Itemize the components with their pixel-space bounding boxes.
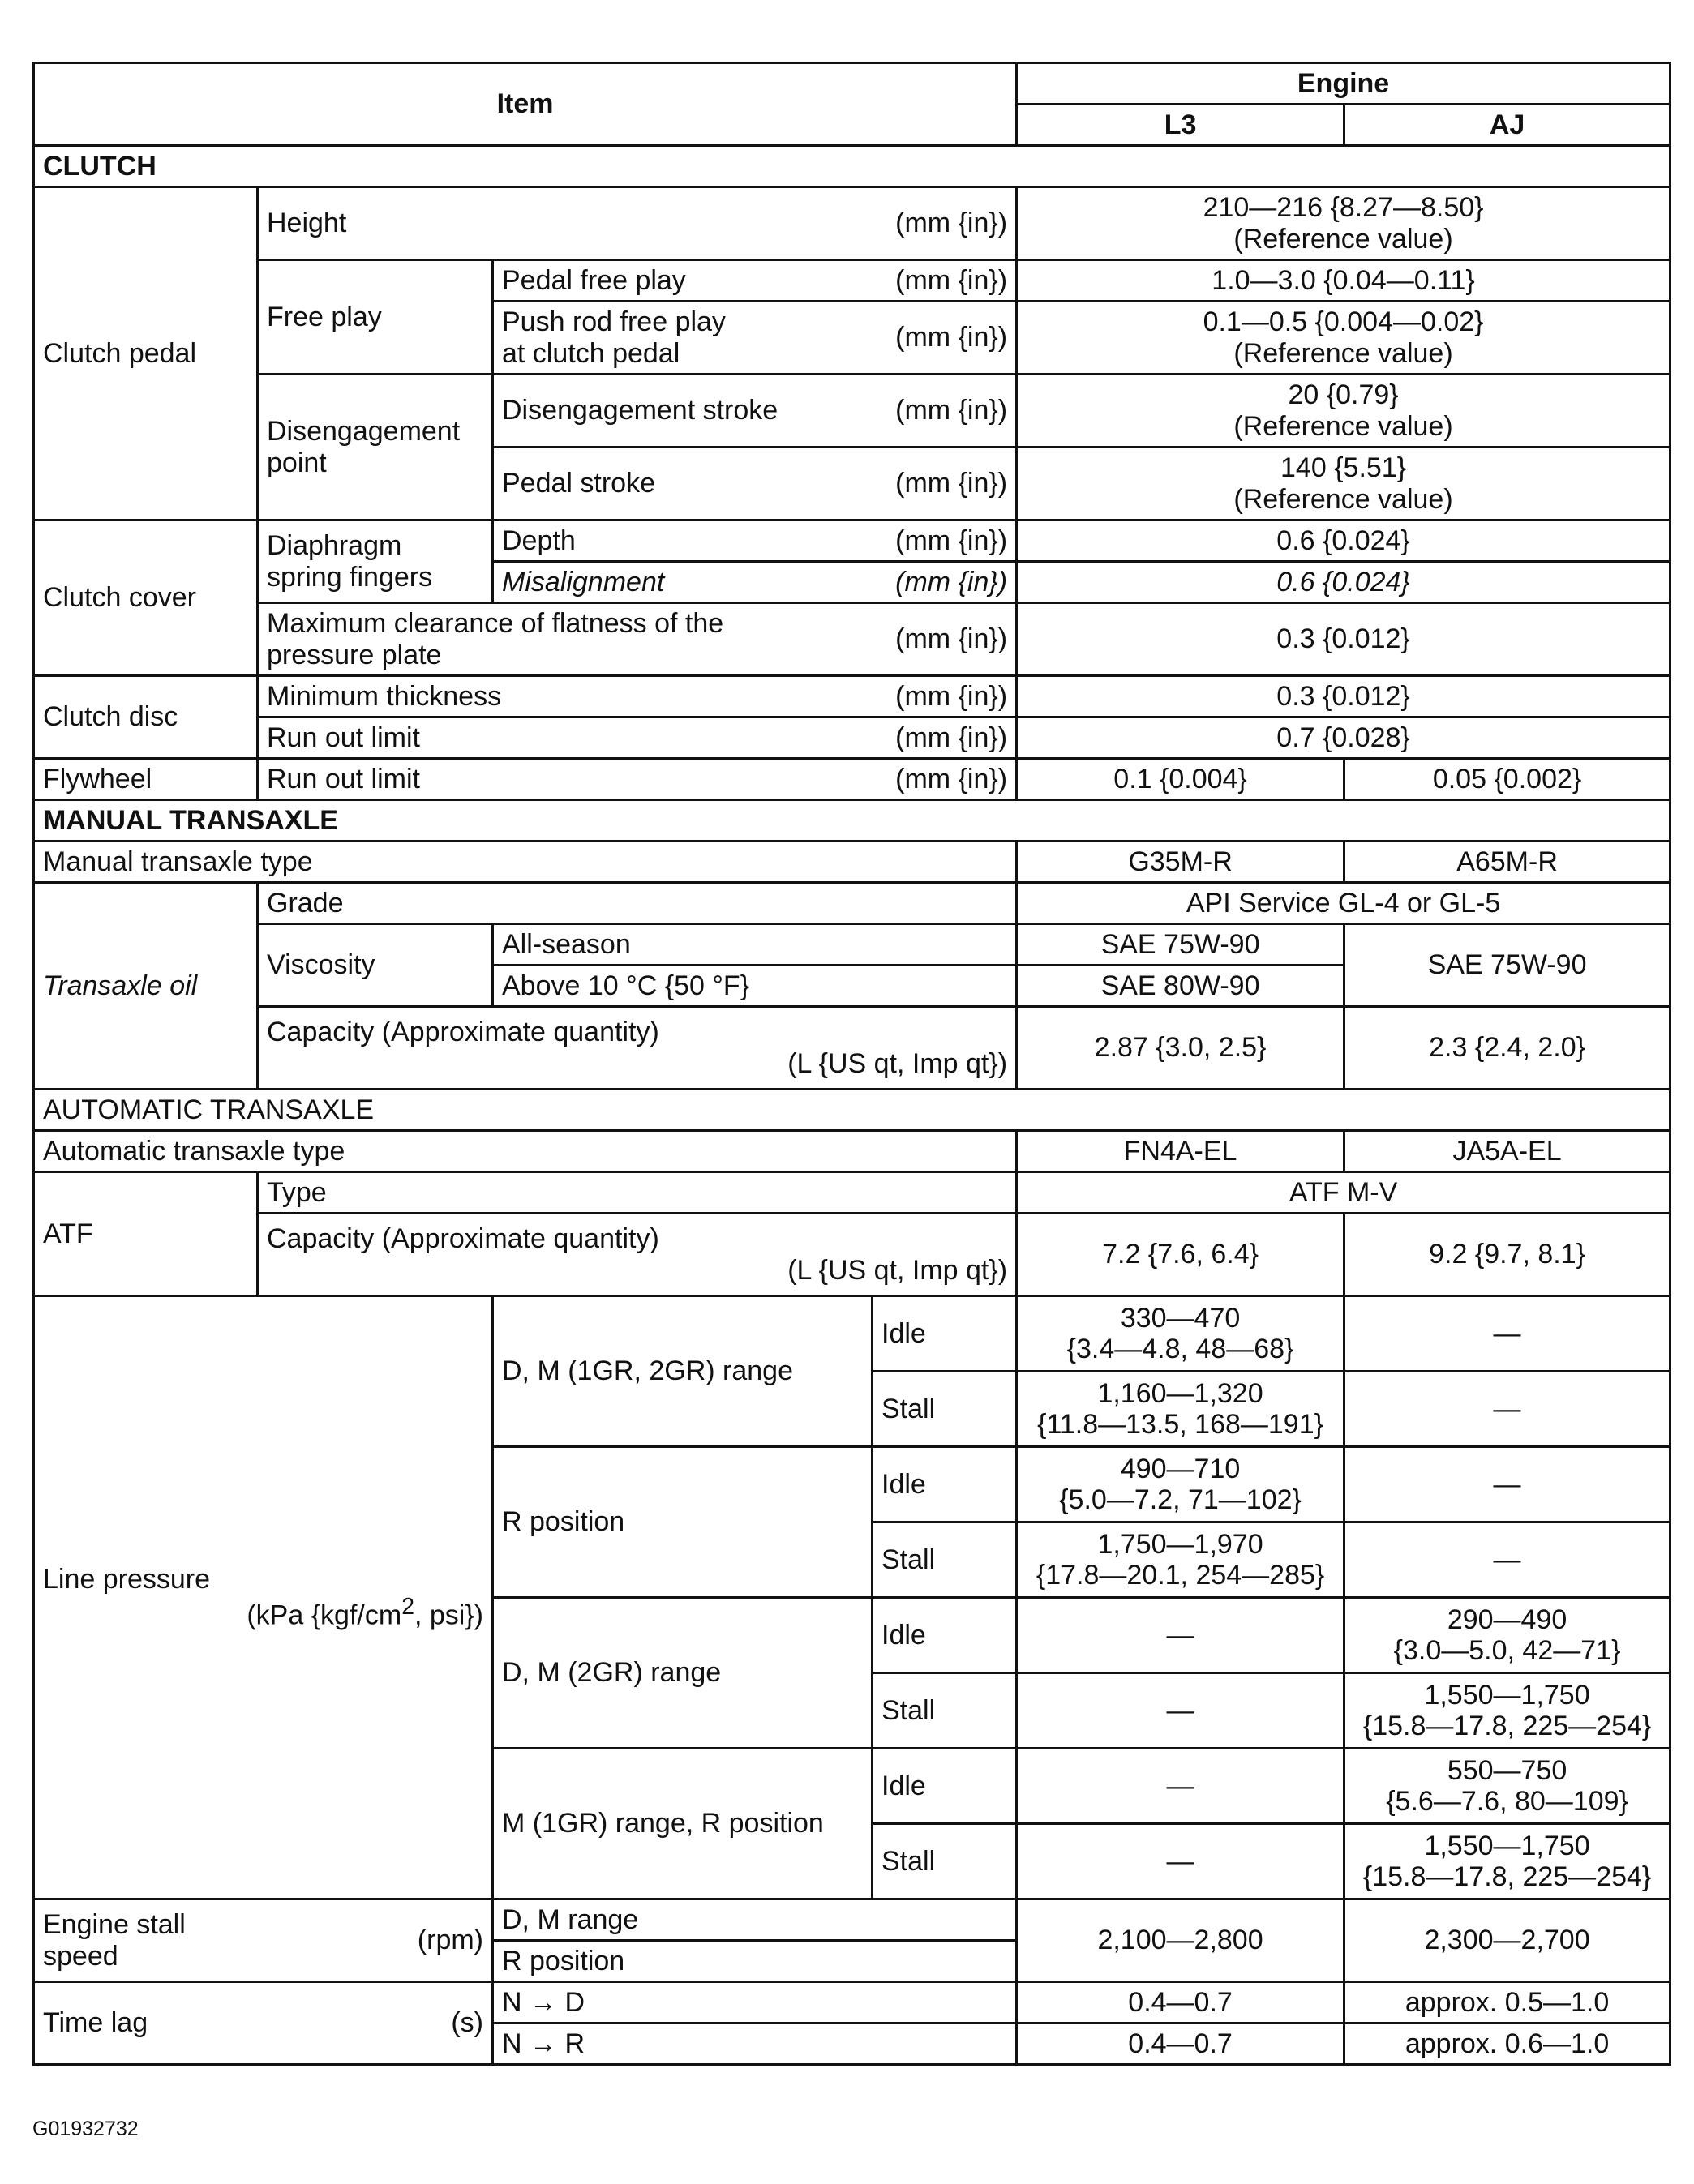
stall-label: Stall [873, 1824, 1017, 1899]
value-line: 490—710 [1120, 1453, 1241, 1484]
disengagement-stroke-label: Disengagement stroke [502, 395, 778, 426]
height-cell [258, 187, 1017, 260]
unit-label: (L {US qt, Imp qt}) [787, 1047, 1008, 1079]
r-stall-aj: — [1344, 1522, 1670, 1598]
auto-type-label: Automatic transaxle type [34, 1131, 1017, 1172]
line-pressure-label: Line pressure [43, 1564, 211, 1595]
stall-speed-label: Engine stall [43, 1909, 186, 1941]
flywheel-label: Flywheel [34, 759, 258, 800]
value-line: {5.6—7.6, 80—109} [1386, 1786, 1628, 1817]
table-row [34, 187, 1670, 260]
depth-cell [493, 520, 1017, 562]
dm12-idle-l3 [1017, 1296, 1344, 1372]
dm-range-label: D, M range [493, 1899, 1017, 1941]
flywheel-l3-value: 0.1 {0.004} [1017, 759, 1344, 800]
auto-type-l3: FN4A-EL [1017, 1131, 1344, 1172]
viscosity-aj: SAE 75W-90 [1344, 924, 1670, 1007]
stall-speed-aj: 2,300—2,700 [1344, 1899, 1670, 1982]
dm2-label: D, M (2GR) range [493, 1598, 873, 1749]
min-thickness-label: Minimum thickness [267, 680, 502, 712]
table-row [34, 1007, 1670, 1090]
stall-label: Stall [873, 1522, 1017, 1598]
unit-label [43, 1595, 483, 1630]
disc-run-out-cell [258, 717, 1017, 759]
value-line: 330—470 [1120, 1302, 1241, 1334]
time-lag-nr-l3: 0.4—0.7 [1017, 2023, 1344, 2065]
dm12-stall-l3 [1017, 1372, 1344, 1447]
idle-label: Idle [873, 1447, 1017, 1522]
value-line: {3.0—5.0, 42—71} [1393, 1635, 1621, 1666]
unit-label: (mm {in}) [895, 468, 1008, 499]
height-value [1017, 187, 1670, 260]
table-row [34, 676, 1670, 717]
value-note: (Reference value) [1233, 223, 1453, 255]
time-lag-nd-l3: 0.4—0.7 [1017, 1982, 1344, 2023]
aj-header: AJ [1344, 105, 1670, 146]
misalignment-label: Misalignment [502, 566, 665, 597]
flywheel-run-out-label: Run out limit [267, 763, 420, 794]
unit-label: (mm {in}) [895, 208, 1008, 239]
atf-capacity-cell [258, 1214, 1017, 1296]
all-season-label: All-season [493, 924, 1017, 966]
value-line: 1,160—1,320 [1097, 1377, 1263, 1409]
r-stall-l3 [1017, 1522, 1344, 1598]
table-row [34, 717, 1670, 759]
value-note: (Reference value) [1233, 483, 1453, 515]
disengagement-stroke-value [1017, 375, 1670, 448]
value-line: 1,550—1,750 [1424, 1679, 1590, 1711]
r-idle-l3 [1017, 1447, 1344, 1522]
line-pressure-cell [34, 1296, 493, 1899]
time-lag-nr-aj: approx. 0.6—1.0 [1344, 2023, 1670, 2065]
dm12-label: D, M (1GR, 2GR) range [493, 1296, 873, 1447]
oil-capacity-aj: 2.3 {2.4, 2.0} [1344, 1007, 1670, 1090]
push-rod-label: Push rod free play [502, 306, 726, 338]
r-position-label: R position [493, 1447, 873, 1598]
free-play-label: Free play [258, 260, 493, 375]
clutch-cover-label: Clutch cover [34, 520, 258, 676]
diaphragm-label [258, 520, 493, 603]
depth-label: Depth [502, 525, 576, 556]
value-line: 550—750 [1447, 1754, 1567, 1786]
table-row [34, 375, 1670, 448]
value-note: (Reference value) [1233, 410, 1453, 442]
value-note: (Reference value) [1233, 337, 1453, 369]
min-thickness-value: 0.3 {0.012} [1017, 676, 1670, 717]
m1r-stall-aj [1344, 1824, 1670, 1899]
unit-label: (mm {in}) [895, 680, 1008, 712]
unit-part: , psi}) [414, 1599, 483, 1631]
disengagement-label-2: point [267, 447, 327, 478]
unit-label: (mm {in}) [895, 623, 1008, 655]
push-rod-label-2: at clutch pedal [502, 337, 680, 369]
flatness-label-2: pressure plate [267, 639, 442, 670]
stall-speed-l3: 2,100—2,800 [1017, 1899, 1344, 1982]
section-row [34, 146, 1670, 187]
atf-capacity-aj: 9.2 {9.7, 8.1} [1344, 1214, 1670, 1296]
value-line: {15.8—17.8, 225—254} [1362, 1861, 1652, 1892]
flywheel-run-out-cell [258, 759, 1017, 800]
manual-type-aj: A65M-R [1344, 841, 1670, 883]
disengagement-label [258, 375, 493, 520]
clutch-disc-label: Clutch disc [34, 676, 258, 759]
manual-type-label: Manual transaxle type [34, 841, 1017, 883]
diaphragm-label-2: spring fingers [267, 561, 433, 593]
figure-code: G01932732 [32, 2118, 139, 2140]
grade-label: Grade [258, 883, 1017, 924]
value-line: 1,750—1,970 [1097, 1528, 1263, 1560]
unit-label: (mm {in}) [895, 322, 1008, 353]
value-line: {5.0—7.2, 71—102} [1059, 1484, 1302, 1515]
atf-capacity-label: Capacity (Approximate quantity) [267, 1223, 659, 1255]
push-rod-value [1017, 302, 1670, 375]
atf-capacity-l3: 7.2 {7.6, 6.4} [1017, 1214, 1344, 1296]
section-row [34, 800, 1670, 841]
table-row [34, 1214, 1670, 1296]
unit-label: (mm {in}) [895, 264, 1008, 296]
atf-type-value: ATF M-V [1017, 1172, 1670, 1214]
oil-capacity-label: Capacity (Approximate quantity) [267, 1017, 659, 1048]
oil-capacity-cell [258, 1007, 1017, 1090]
unit-label: (L {US qt, Imp qt}) [787, 1254, 1008, 1286]
m1r-idle-l3: — [1017, 1749, 1344, 1824]
time-lag-cell [34, 1982, 493, 2065]
section-row [34, 1090, 1670, 1131]
table-row [34, 924, 1670, 966]
unit-superscript: 2 [401, 1594, 414, 1621]
idle-label: Idle [873, 1749, 1017, 1824]
height-label: Height [267, 208, 347, 239]
table-row [34, 759, 1670, 800]
atf-type-label: Type [258, 1172, 1017, 1214]
diaphragm-label-1: Diaphragm [267, 530, 402, 562]
oil-capacity-l3: 2.87 {3.0, 2.5} [1017, 1007, 1344, 1090]
dm12-idle-aj: — [1344, 1296, 1670, 1372]
table-row [34, 1131, 1670, 1172]
value-line: 210—216 {8.27—8.50} [1203, 192, 1484, 224]
table-row [34, 883, 1670, 924]
push-rod-cell [493, 302, 1017, 375]
viscosity-l3-all-season: SAE 75W-90 [1017, 924, 1344, 966]
disengagement-stroke-cell [493, 375, 1017, 448]
atf-label: ATF [34, 1172, 258, 1296]
manual-type-l3: G35M-R [1017, 841, 1344, 883]
section-automatic-transaxle: AUTOMATIC TRANSAXLE [34, 1090, 1670, 1131]
clutch-pedal-label: Clutch pedal [34, 187, 258, 520]
unit-label: (mm {in}) [895, 566, 1008, 597]
pedal-free-play-label: Pedal free play [502, 264, 686, 296]
stall-label: Stall [873, 1673, 1017, 1749]
r-idle-aj: — [1344, 1447, 1670, 1522]
value-line: {3.4—4.8, 48—68} [1066, 1334, 1294, 1364]
idle-label: Idle [873, 1598, 1017, 1673]
n-to-d-label: N → D [493, 1982, 1017, 2023]
unit-label: (rpm) [417, 1925, 483, 1956]
idle-label: Idle [873, 1296, 1017, 1372]
l3-header: L3 [1017, 105, 1344, 146]
table-row [34, 520, 1670, 562]
disc-run-out-label: Run out limit [267, 722, 420, 753]
table-row [34, 1296, 1670, 1372]
value-line: 0.1—0.5 {0.004—0.02} [1203, 306, 1484, 338]
pedal-free-play-cell [493, 260, 1017, 302]
value-line: {15.8—17.8, 225—254} [1362, 1711, 1652, 1741]
misalignment-cell [493, 562, 1017, 603]
stall-label: Stall [873, 1372, 1017, 1447]
unit-label: (mm {in}) [895, 722, 1008, 753]
unit-label: (mm {in}) [895, 395, 1008, 426]
misalignment-value: 0.6 {0.024} [1017, 562, 1670, 603]
flatness-label: Maximum clearance of flatness of the [267, 608, 724, 640]
flywheel-aj-value: 0.05 {0.002} [1344, 759, 1670, 800]
m1r-label: M (1GR) range, R position [493, 1749, 873, 1899]
engine-header: Engine [1017, 63, 1670, 105]
flatness-value: 0.3 {0.012} [1017, 603, 1670, 676]
flatness-cell [258, 603, 1017, 676]
value-line: 140 {5.51} [1280, 452, 1407, 484]
pedal-stroke-cell [493, 448, 1017, 520]
n-to-r-label: N → R [493, 2023, 1017, 2065]
dm12-stall-aj: — [1344, 1372, 1670, 1447]
section-clutch: CLUTCH [34, 146, 1670, 187]
dm2-idle-aj [1344, 1598, 1670, 1673]
value-line: 1,550—1,750 [1424, 1830, 1590, 1861]
m1r-stall-l3: — [1017, 1824, 1344, 1899]
viscosity-label: Viscosity [258, 924, 493, 1007]
value-line: 20 {0.79} [1288, 379, 1399, 411]
table-row [34, 1899, 1670, 1941]
value-line: 290—490 [1447, 1604, 1567, 1635]
dm2-stall-l3: — [1017, 1673, 1344, 1749]
time-lag-label: Time lag [43, 2007, 148, 2039]
pedal-stroke-value [1017, 448, 1670, 520]
disc-run-out-value: 0.7 {0.028} [1017, 717, 1670, 759]
unit-label: (mm {in}) [895, 525, 1008, 556]
r-position-stall-label: R position [493, 1941, 1017, 1982]
value-line: {17.8—20.1, 254—285} [1036, 1560, 1325, 1591]
spec-table [32, 62, 1671, 2066]
section-manual-transaxle: MANUAL TRANSAXLE [34, 800, 1670, 841]
table-row [34, 603, 1670, 676]
value-line: {11.8—13.5, 168—191} [1037, 1409, 1323, 1440]
dm2-idle-l3: — [1017, 1598, 1344, 1673]
unit-label: (s) [451, 2007, 483, 2039]
pedal-free-play-value: 1.0—3.0 {0.04—0.11} [1017, 260, 1670, 302]
dm2-stall-aj [1344, 1673, 1670, 1749]
header-row [34, 63, 1670, 105]
disengagement-label-1: Disengagement [267, 416, 461, 448]
time-lag-nd-aj: approx. 0.5—1.0 [1344, 1982, 1670, 2023]
viscosity-l3-above: SAE 80W-90 [1017, 966, 1344, 1007]
transaxle-oil-label: Transaxle oil [34, 883, 258, 1090]
stall-speed-cell [34, 1899, 493, 1982]
grade-value: API Service GL-4 or GL-5 [1017, 883, 1670, 924]
unit-label: (mm {in}) [895, 763, 1008, 794]
table-row [34, 260, 1670, 302]
unit-part: (kPa {kgf/cm [247, 1599, 402, 1631]
above-10c-label: Above 10 °C {50 °F} [493, 966, 1017, 1007]
table-row [34, 1982, 1670, 2023]
stall-speed-label-2: speed [43, 1940, 118, 1972]
item-header: Item [34, 63, 1017, 146]
auto-type-aj: JA5A-EL [1344, 1131, 1670, 1172]
m1r-idle-aj [1344, 1749, 1670, 1824]
table-row [34, 1172, 1670, 1214]
depth-value: 0.6 {0.024} [1017, 520, 1670, 562]
pedal-stroke-label: Pedal stroke [502, 468, 655, 499]
table-row [34, 841, 1670, 883]
min-thickness-cell [258, 676, 1017, 717]
